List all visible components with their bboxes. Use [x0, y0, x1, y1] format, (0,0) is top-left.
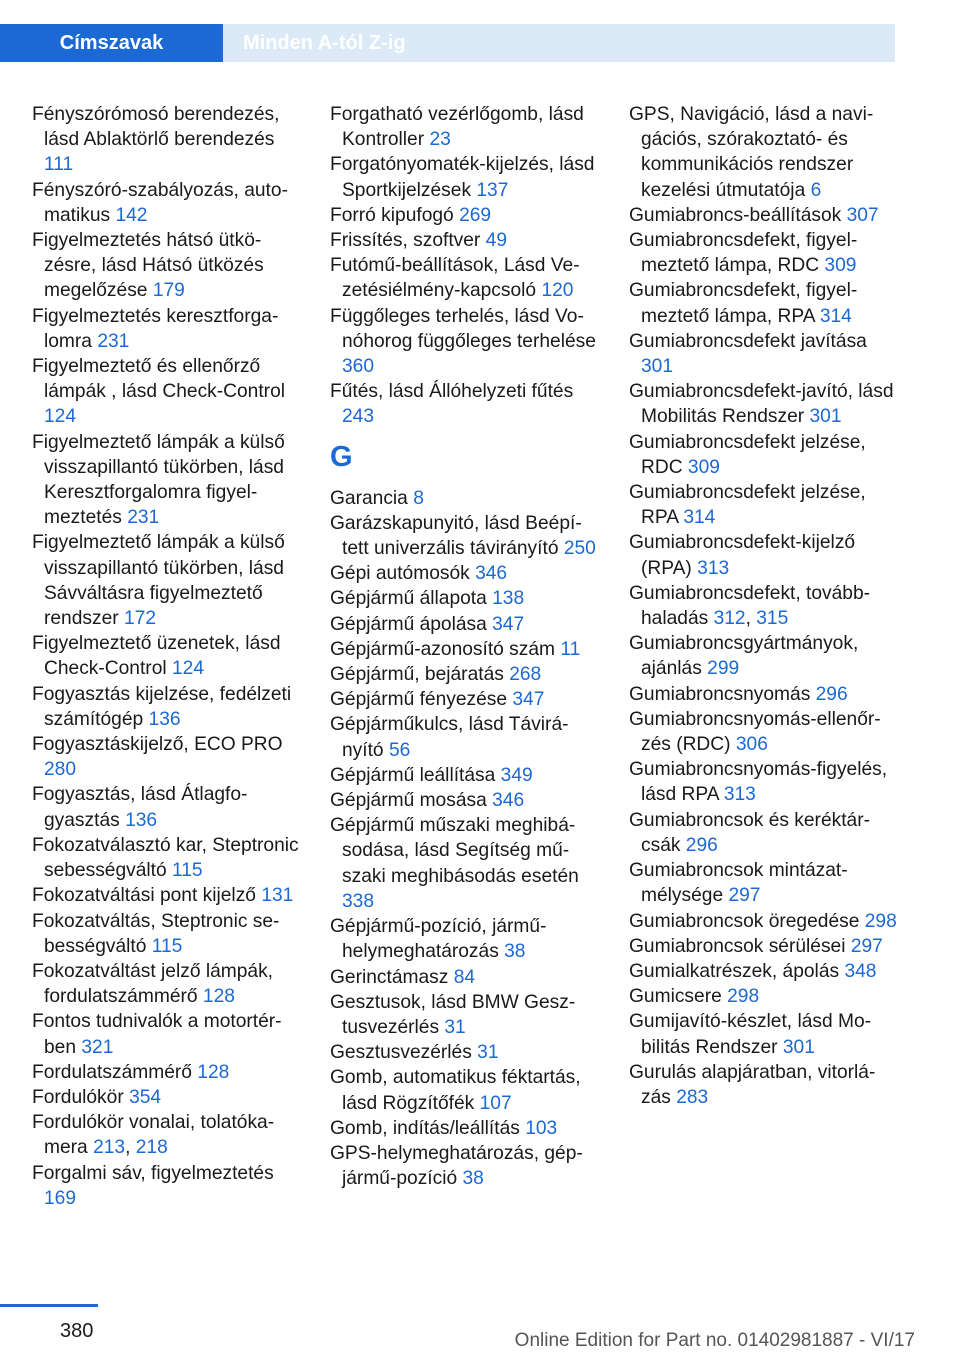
index-entry-term: Fordulókör	[32, 1086, 124, 1108]
index-entry	[629, 530, 897, 580]
page-reference-link[interactable]: 131	[261, 885, 294, 907]
index-entry	[330, 788, 600, 813]
page-reference-link[interactable]: 354	[129, 1086, 162, 1108]
index-entry	[330, 687, 600, 712]
page-reference-link[interactable]: 169	[44, 1187, 77, 1209]
page-reference-link[interactable]: 231	[97, 330, 130, 352]
index-column-3	[629, 102, 897, 1110]
page-reference-link[interactable]: 136	[125, 809, 158, 831]
page-reference-link[interactable]: 231	[127, 507, 160, 529]
index-entry	[330, 379, 600, 429]
index-entry-term: Gumiabroncsok öregedése	[629, 910, 860, 932]
index-entry: Fordulókör vonalai, tolatókamera 213, 218	[32, 1112, 275, 1159]
page-reference-link[interactable]: 312	[713, 608, 746, 630]
index-entry-term: Gépjárműkulcs, lásd Távirányító	[330, 714, 569, 761]
index-entry	[330, 228, 600, 253]
page-reference-link[interactable]: 360	[342, 356, 375, 378]
index-entry-term: Fogyasztás, lásd Átlagfogyasztás	[32, 784, 248, 831]
index-entry-term: Gumiabroncsgyártmányok, ajánlás	[629, 633, 859, 680]
index-entry-term: GPS-helymeghatározás, gépjármű-pozíció	[330, 1142, 583, 1190]
index-entry	[330, 1040, 600, 1065]
index-entry-term: Fordulókör vonalai, tolatókamera	[32, 1112, 275, 1159]
page-reference-link[interactable]: 346	[492, 790, 525, 812]
index-entry-term: Gépi autómosók	[330, 563, 470, 585]
page-reference-link[interactable]: 309	[824, 255, 857, 277]
index-entry-term: Gesztusok, lásd BMW Gesztusvezérlés	[330, 991, 576, 1038]
page-reference-link[interactable]: 115	[172, 860, 203, 882]
page-reference-link[interactable]: 301	[782, 1036, 815, 1058]
index-entry-term: Gépjármű, bejáratás	[330, 664, 504, 686]
footer-edition: Online Edition for Part no. 01402981887 - VI/17	[514, 1330, 915, 1351]
page-reference-link[interactable]: 136	[148, 708, 181, 730]
index-entry	[32, 782, 302, 832]
index-entry	[330, 586, 600, 611]
index-entry-term: Gerinctámasz	[330, 966, 449, 988]
index-entry-term: Gumiabroncsdefekt-kijelző (RPA)	[629, 532, 856, 579]
index-entry	[629, 808, 897, 858]
index-entry-term: Fényszóró-szabályozás, automatikus	[32, 179, 288, 226]
index-entry-term: Gépjármű-pozíció, járműhelymeghatározás	[330, 916, 547, 963]
index-entry	[629, 329, 897, 379]
index-entry	[32, 1161, 302, 1211]
index-entry-term: Figyelmeztetés keresztforgalomra	[32, 305, 279, 352]
index-entry-term: Gumiabroncsdefekt, továbbhaladás	[629, 582, 871, 630]
index-entry	[330, 965, 600, 990]
index-entry-term: Gomb, indítás/leállítás	[330, 1117, 520, 1139]
index-entry-term: Gumiabroncsdefekt jelzése, RPA	[629, 482, 866, 529]
index-entry	[32, 1085, 302, 1110]
page-reference-link[interactable]: 268	[509, 664, 542, 686]
index-entry	[330, 637, 600, 662]
index-entry-term: Fokozatválasztó kar, Steptronic sebességváltó	[32, 834, 299, 882]
index-entry	[629, 959, 897, 984]
index-entry	[330, 203, 600, 228]
page-reference-link[interactable]: 243	[342, 406, 375, 428]
index-entry	[629, 379, 897, 429]
page-reference-link[interactable]: 38	[462, 1168, 484, 1190]
page-reference-link[interactable]: 124	[44, 406, 77, 428]
index-entry-term: Gumijavító-készlet, lásd Mobilitás Rendszer	[629, 1011, 872, 1058]
index-entry-term: Gomb, automatikus féktartás, lásd Rögzítőfék	[330, 1067, 581, 1114]
index-entry-term: Fontos tudnivalók a motortérben	[32, 1011, 282, 1058]
page-reference-link[interactable]: 128	[197, 1061, 230, 1083]
index-entry	[330, 152, 600, 202]
index-entry-term: GPS, Navigáció, lásd a navigációs, szórakoztató- és kommunikációs rendszer kezelési útmutatója	[629, 104, 874, 201]
page-reference-link[interactable]: 172	[124, 608, 157, 630]
index-entry-term: Gumiabroncsdefekt, figyelmeztető lámpa, RDC	[629, 230, 858, 277]
page-reference-link[interactable]: 6	[810, 179, 822, 201]
index-entry-term: Forgatónyomaték-kijelzés, lásd Sportkijelzések	[330, 154, 595, 201]
page-reference-link[interactable]: 31	[444, 1016, 466, 1038]
index-entry	[32, 354, 302, 430]
index-entry	[629, 757, 897, 807]
page-reference-link[interactable]: 84	[453, 966, 476, 988]
page-reference-link[interactable]: 23	[429, 129, 451, 151]
index-entry-term: Fényszórómosó berendezés, lásd Ablaktörlő berendezés	[32, 104, 280, 151]
index-entry	[330, 662, 600, 687]
page-reference-link[interactable]: 347	[492, 613, 525, 635]
page-reference-link[interactable]: 103	[525, 1117, 558, 1139]
index-entry	[32, 631, 302, 681]
page-reference-link[interactable]: 346	[475, 563, 508, 585]
index-entry	[629, 707, 897, 757]
index-entry-term: Fordulatszámmérő	[32, 1061, 192, 1083]
page-reference-link[interactable]: 128	[202, 986, 235, 1008]
index-entry-term: Gumicsere	[629, 986, 722, 1008]
index-entry	[330, 612, 600, 637]
page-reference-link[interactable]: 301	[641, 356, 674, 378]
page-reference-link[interactable]: 348	[844, 960, 877, 982]
index-entry	[629, 278, 897, 328]
index-entry	[629, 228, 897, 278]
index-entry	[330, 1141, 600, 1191]
index-entry-term: Gumiabroncsok és keréktárcsák	[629, 809, 870, 856]
page-reference-link[interactable]: 313	[697, 557, 730, 579]
index-entry	[330, 304, 600, 380]
index-entry-term: Garázskapunyitó, lásd Beépített univerzális távirányító	[330, 512, 582, 560]
index-entry	[629, 631, 897, 681]
page-reference-link[interactable]: 11	[560, 638, 581, 660]
page-reference-link[interactable]: 115	[151, 935, 183, 957]
index-entry-term: Fogyasztáskijelző, ECO PRO	[32, 734, 283, 756]
page-reference-link[interactable]: 321	[81, 1036, 114, 1058]
index-entry-term: Gumiabroncsdefekt, figyelmeztető lámpa, RPA	[629, 280, 858, 327]
index-entry	[330, 914, 600, 964]
page-reference-link[interactable]: 179	[152, 280, 185, 302]
index-entry	[330, 486, 600, 511]
tab-cimszavak[interactable]: Címszavak	[0, 24, 223, 62]
index-column-1	[32, 102, 302, 1211]
index-entry	[629, 1009, 897, 1059]
tab-minden-a-tol-z-ig[interactable]	[223, 24, 895, 62]
index-entry	[629, 682, 897, 707]
page-reference-link[interactable]: 349	[500, 764, 533, 786]
page-reference-link[interactable]: 124	[171, 658, 204, 680]
index-entry	[629, 203, 897, 228]
page-reference-link[interactable]: 138	[492, 588, 525, 610]
section-letter: G	[330, 440, 353, 473]
tab-inactive-label: Minden A-tól Z-ig	[243, 31, 406, 54]
page-reference-link[interactable]: 283	[676, 1086, 709, 1108]
index-entry-term: Forgalmi sáv, figyelmeztetés	[32, 1162, 274, 1184]
index-entry-term: Gumiabroncsdefekt-javító, lásd Mobilitás Rendszer	[629, 381, 894, 428]
index-entry-term: Gépjármű ápolása	[330, 613, 487, 635]
index-entry	[32, 228, 302, 304]
page-reference-link[interactable]: 298	[864, 910, 897, 932]
index-entry	[629, 984, 897, 1009]
index-entry-term: Frissítés, szoftver	[330, 230, 481, 252]
page-reference-link[interactable]: 49	[485, 230, 508, 252]
page-reference-link[interactable]: 299	[707, 658, 740, 680]
index-entry	[32, 732, 302, 782]
index-entry-term: Fűtés, lásd Állóhelyzeti fűtés	[330, 381, 574, 403]
index-entry-term: Gumiabroncsok sérülései	[629, 935, 846, 957]
index-entry-term: Fokozatváltás, Steptronic sebességváltó	[32, 910, 280, 957]
index-entry-term: Figyelmeztető lámpák a külső visszapillantó tükörben, lásd Keresztforgalomra figyelmeztetés	[32, 431, 285, 529]
page-reference-link[interactable]: 338	[342, 890, 375, 912]
index-entry-term: Függőleges terhelés, lásd Vonóhorog függőleges terhelése	[330, 305, 596, 352]
page-reference-link[interactable]: 297	[850, 935, 883, 957]
index-entry-term: Gesztusvezérlés	[330, 1042, 472, 1064]
index-entry	[629, 102, 897, 203]
index-entry-term: Gumialkatrészek, ápolás	[629, 960, 840, 982]
page-reference-link[interactable]: 8	[413, 487, 424, 509]
index-entry-term: Forró kipufogó	[330, 204, 454, 226]
page-reference-link[interactable]: 269	[459, 204, 492, 226]
index-entry	[32, 909, 302, 959]
index-entry	[32, 304, 302, 354]
index-entry-term: Gépjármű fényezése	[330, 689, 508, 711]
index-entry	[629, 858, 897, 908]
page-number: 380	[60, 1320, 94, 1342]
index-entry	[32, 682, 302, 732]
page-reference-link[interactable]: 315	[756, 608, 789, 630]
footer-divider	[0, 1304, 98, 1307]
index-entry	[32, 530, 302, 631]
index-entry-term: Figyelmeztető és ellenőrző lámpák , lásd Check-Control	[32, 356, 286, 403]
index-entry	[32, 1060, 302, 1085]
index-column-2	[330, 102, 600, 1191]
index-entry-term: Figyelmeztetés hátsó ütközésre, lásd Hátsó ütközés megelőzése	[32, 230, 264, 302]
index-entry	[629, 934, 897, 959]
index-entry	[330, 990, 600, 1040]
index-entry	[330, 1116, 600, 1141]
page-reference-link[interactable]: 250	[563, 538, 596, 560]
page-reference-link[interactable]: 142	[115, 204, 148, 226]
index-entry-term: Gumiabroncs-beállítások	[629, 204, 842, 226]
page-reference-link[interactable]: 137	[476, 179, 509, 201]
page-reference-link[interactable]: 309	[687, 456, 720, 478]
index-entry-term: Gurulás alapjáratban, vitorlázás	[629, 1061, 876, 1108]
index-entry	[330, 253, 600, 303]
index-entry-term: Fokozatváltási pont kijelző	[32, 885, 256, 907]
index-entry-term: Gépjármű mosása	[330, 790, 487, 812]
index-entry	[629, 909, 897, 934]
index-entry	[330, 1065, 600, 1115]
page-reference-link[interactable]: 111	[44, 154, 74, 176]
index-entry-term: Gépjármű műszaki meghibásodása, lásd Segítség műszaki meghibásodás esetén	[330, 815, 579, 887]
page-reference-link[interactable]: 297	[728, 885, 761, 907]
index-entry-term: Forgatható vezérlőgomb, lásd Kontroller	[330, 104, 584, 151]
page-reference-link[interactable]: 213	[93, 1137, 126, 1159]
index-entry-term: Gumiabroncsnyomás	[629, 683, 811, 705]
index-entry-term: Gumiabroncsdefekt javítása	[629, 330, 867, 352]
page-reference-link[interactable]: 31	[477, 1042, 499, 1064]
header-tabs	[0, 24, 895, 62]
index-entry-term: Fogyasztás kijelzése, fedélzeti számítógép	[32, 683, 292, 730]
page-reference-link[interactable]: 120	[541, 280, 574, 302]
page-reference-link[interactable]: 56	[388, 739, 411, 761]
page-reference-link[interactable]: 347	[512, 689, 545, 711]
index-entry	[32, 102, 302, 178]
index-entry-term: Gépjármű-azonosító szám	[330, 638, 556, 660]
index-entry-term: Gumiabroncsnyomás-figyelés, lásd RPA	[629, 759, 888, 806]
page-reference-link[interactable]: 313	[723, 784, 756, 806]
page-reference-link[interactable]: 307	[846, 204, 879, 226]
index-entry	[629, 1060, 897, 1110]
index-entry	[32, 959, 302, 1009]
page-reference-link[interactable]: 280	[44, 759, 77, 781]
index-entry-term: Gumiabroncsnyomás-ellenőrzés (RDC)	[629, 708, 881, 756]
page-reference-link[interactable]: 314	[819, 305, 852, 327]
index-entry-term: Garancia	[330, 487, 408, 509]
index-entry	[330, 813, 600, 914]
page-reference-link[interactable]: 296	[685, 834, 718, 856]
index-entry	[32, 1009, 302, 1059]
index-entry-term: Gépjármű állapota	[330, 588, 487, 610]
index-entry	[330, 102, 600, 152]
index-entry	[32, 883, 302, 908]
index-entry	[330, 561, 600, 586]
index-entry-term: Futómű-beállítások, Lásd Vezetésiélmény-kapcsoló	[330, 255, 580, 302]
page-reference-link[interactable]: 306	[735, 734, 768, 756]
index-entry-term: Gumiabroncsdefekt jelzése, RDC	[629, 431, 866, 478]
index-entry	[330, 763, 600, 788]
index-entry: Gumiabroncsdefekt, továbbhaladás 312, 315	[629, 582, 871, 630]
page-reference-link[interactable]: 314	[683, 507, 716, 529]
page-reference-link[interactable]: 296	[815, 683, 848, 705]
page-reference-link[interactable]: 38	[504, 941, 526, 963]
index-entry	[330, 511, 600, 561]
page-reference-link[interactable]: 218	[135, 1137, 168, 1159]
index-entry-term: Gumiabroncsok mintázatmélysége	[629, 860, 848, 907]
index-entry	[629, 430, 897, 480]
index-entry	[32, 833, 302, 883]
page-reference-link[interactable]: 298	[727, 986, 760, 1008]
page-reference-link[interactable]: 107	[479, 1092, 512, 1114]
index-entry-term: Figyelmeztető lámpák a külső visszapillantó tükörben, lásd Sávváltásra figyelmeztető rendszer	[32, 532, 285, 630]
index-entry-term: Gépjármű leállítása	[330, 764, 496, 786]
page-reference-link[interactable]: 301	[809, 406, 842, 428]
index-entry-term: Figyelmeztető üzenetek, lásd Check-Control	[32, 633, 281, 680]
index-entry	[629, 480, 897, 530]
index-entry	[32, 430, 302, 531]
index-entry	[32, 178, 302, 228]
index-entry	[330, 712, 600, 762]
index-entry-term: Fokozatváltást jelző lámpák, fordulatszámmérő	[32, 960, 274, 1008]
